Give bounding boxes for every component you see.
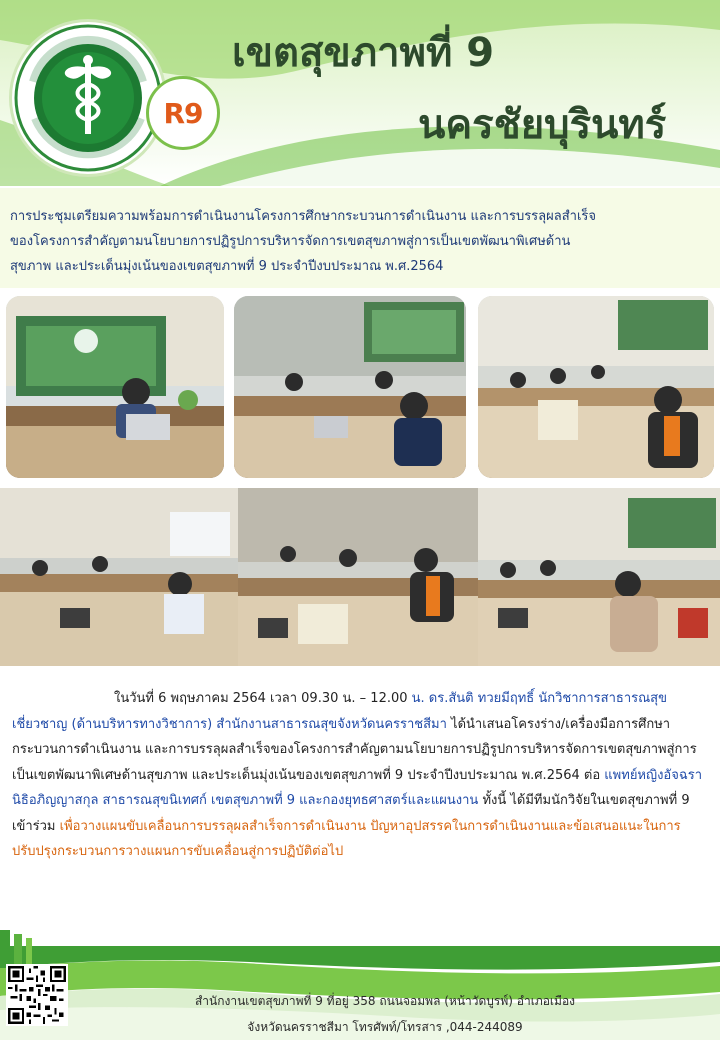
r9-logo	[146, 76, 220, 150]
meeting-photo-6-image	[478, 488, 720, 666]
headline-line-2: ของโครงการสำคัญตามนโยบายการปฏิรูปการบริหารจัดการเขตสุขภาพสู่การเป็นเขตพัฒนาพิเศษด้าน	[10, 234, 571, 249]
r9-logo-text: R9	[163, 96, 203, 130]
meeting-photo-5	[238, 488, 478, 666]
meeting-photo-2	[234, 296, 466, 478]
qr-code	[6, 964, 68, 1026]
meeting-photo-5-image	[238, 488, 478, 666]
qr-code-icon	[8, 966, 66, 1024]
headline-line-3: สุขภาพ และประเด็นมุ่งเน้นของเขตสุขภาพที่ 9 ประจำปีงบประมาณ พ.ศ.2564	[10, 259, 444, 274]
footer-address-line2: จังหวัดนครราชสีมา โทรศัพท์/โทรสาร ,044-244089	[247, 1020, 523, 1034]
body-purpose: เพื่อวางแผนขับเคลื่อนการบรรลุผลสำเร็จการดำเนินงาน ปัญหาอุปสรรคในการดำเนินงานและข้อเสนอแนะในการปรับปรุงกระบวนการวางแผนการขับเคลื่อนสู่การปฏิบัติต่อไป	[12, 818, 681, 859]
moph-logo	[12, 22, 164, 174]
page-header	[0, 0, 720, 186]
header-title-line2: นครชัยบุรินทร์	[418, 102, 667, 148]
meeting-photo-3	[478, 296, 714, 478]
meeting-photo-4	[0, 488, 238, 666]
body-presenter: น. ดร.สันติ ทวยมีฤทธิ์ นักวิชาการสาธารณสุขเชี่ยวชาญ (ด้านบริหารทางวิชาการ) สำนักงานสาธารณสุขจังหวัดนครราชสีมา	[12, 691, 667, 732]
headline-line-1: การประชุมเตรียมความพร้อมการดำเนินงานโครงการศึกษากระบวนการดำเนินงาน และการบรรลุผลสำเร็จ	[10, 209, 596, 224]
meeting-photo-4-image	[0, 488, 238, 666]
meeting-photo-1-image	[6, 296, 224, 478]
body-paragraph	[12, 686, 708, 865]
body-presentation-detail: ได้นำเสนอโครงร่าง/เครื่องมือการศึกษากระบวนการดำเนินงาน และการบรรลุผลสำเร็จของโครงการสำคัญตามนโยบายการปฏิรูปการบริหารจัดการเขตสุขภาพสู่การเป็นเขตพัฒนาพิเศษด้านสุขภาพ และประเด็นมุ่งเน้นของเขตสุขภาพที่ 9 ประจำปีงบประมาณ พ.ศ.2564 ต่อ	[12, 716, 697, 783]
meeting-photo-1	[6, 296, 224, 478]
meeting-photo-2-image	[234, 296, 466, 478]
footer-address-line1: สำนักงานเขตสุขภาพที่ 9 ที่อยู่ 358 ถนนจอมพล (หน้าวัดบูรพ์) อำเภอเมือง	[194, 994, 576, 1008]
meeting-photo-3-image	[478, 296, 714, 478]
body-recipient: แพทย์หญิงอัจฉรา นิธิอภิญญาสกุล สาธารณสุขนิเทศก์ เขตสุขภาพที่ 9 และกองยุทธศาสตร์และแผนงาน	[12, 767, 702, 808]
moph-emblem-icon	[12, 22, 164, 174]
meeting-photo-6	[478, 488, 720, 666]
header-title-line1: เขตสุขภาพที่ 9	[232, 30, 495, 76]
headline	[10, 204, 710, 279]
body-participants: ทั้งนี้ ได้มีทีมนักวิจัยในเขตสุขภาพที่ 9 เข้าร่วม	[12, 793, 690, 834]
body-date-time: ในวันที่ 6 พฤษภาคม 2564 เวลา 09.30 น. – 12.00	[114, 691, 412, 706]
